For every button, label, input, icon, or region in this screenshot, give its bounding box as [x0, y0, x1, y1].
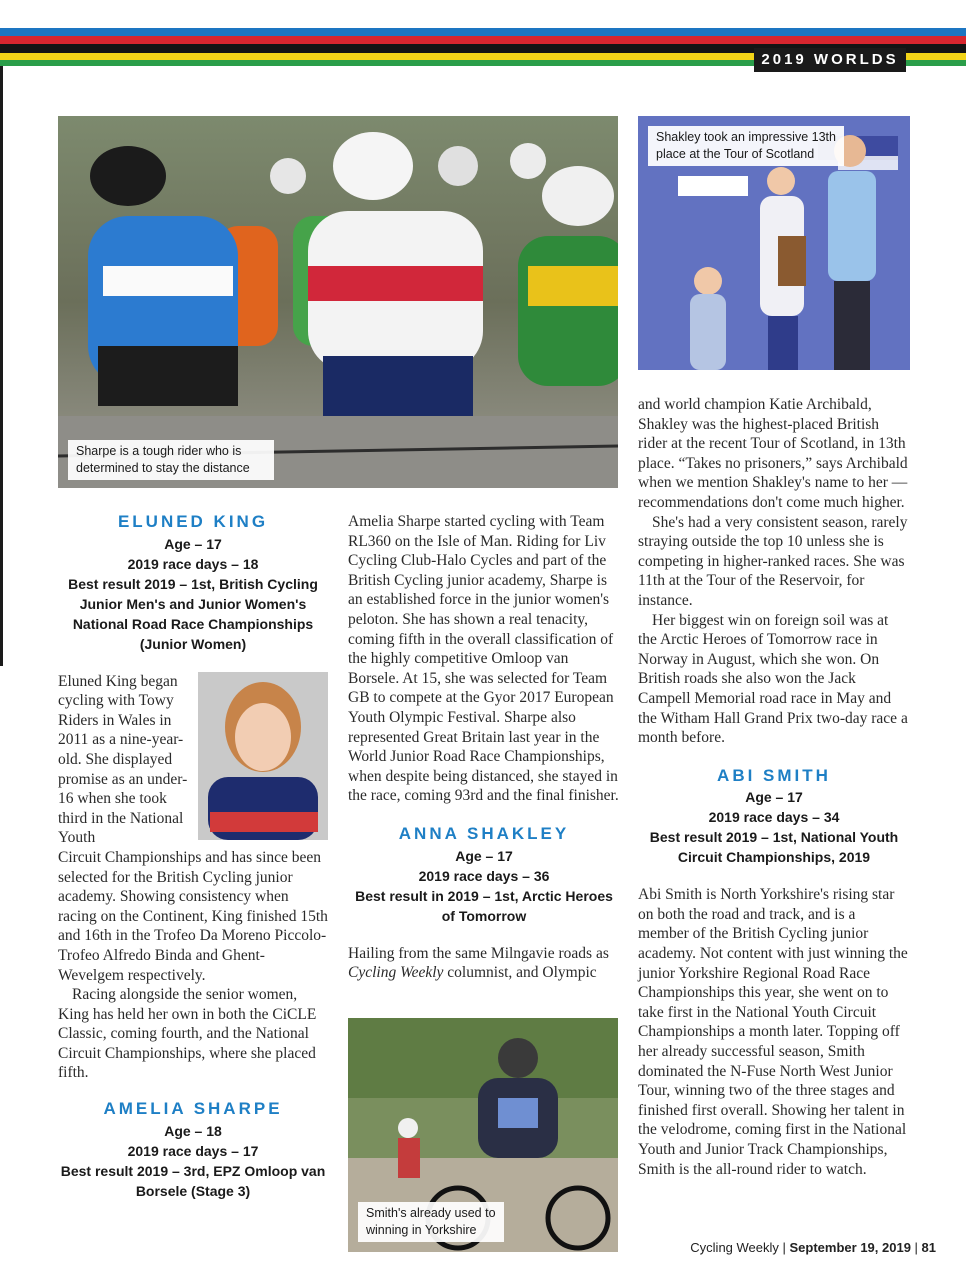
section-tag: 2019 WORLDS — [754, 48, 906, 72]
footer-publication: Cycling Weekly — [690, 1240, 779, 1255]
amelia-para-1: Amelia Sharpe started cycling with Team RL360 on the Isle of Man. Riding for Liv Cycling Club-Halo Cycles and part of the British Cycling junior academy, Sharpe is an established force in the junior women's peloton. She has shown a real tenacity, coming fifth in the overall classification of the highly competitive Omloop van Borsele. At 15, she was selected for Team GB to compete at the Gyor 2017 European Youth Olympic Festival. Sharpe also represented Great Britain last year in the World Junior Road Race Championships, when despite being distanced, she stayed in the race, coming 93rd and the final finisher. — [348, 513, 619, 805]
eluned-age: Age – 17 — [164, 535, 222, 552]
amelia-name: AMELIA SHARPE — [103, 1099, 283, 1119]
eluned-best-result: Best result 2019 – 1st, British Cycling Junior Men's and Junior Women's National Road Race Championships (Junior Women) — [68, 575, 318, 652]
peloton-caption: Sharpe is a tough rider who is determined to stay the distance — [68, 440, 274, 480]
footer-date: September 19, 2019 — [789, 1240, 911, 1255]
anna-name: ANNA SHAKLEY — [398, 823, 570, 843]
page-number: 81 — [921, 1240, 936, 1255]
eluned-race-days: 2019 race days – 18 — [127, 555, 259, 572]
amelia-best-result: Best result 2019 – 3rd, EPZ Omloop van Borsele (Stage 3) — [60, 1162, 326, 1199]
smith-caption: Smith's already used to winning in Yorkshire — [358, 1202, 504, 1242]
eluned-para-2: Racing alongside the senior women, King has held her own in both the CiCLE Classic, coming fourth, and the National Circuit Championships, where she placed fifth. — [58, 986, 317, 1082]
left-rule — [0, 66, 3, 666]
eluned-name: ELUNED KING — [117, 512, 269, 531]
column-3 — [638, 395, 910, 1179]
column-2 — [348, 512, 620, 983]
abi-best-result: Best result 2019 – 1st, National Youth Circuit Championships, 2019 — [649, 829, 899, 866]
stripe-blue — [0, 28, 966, 36]
anna-race-days: 2019 race days – 36 — [418, 867, 550, 884]
column-1 — [58, 512, 328, 1201]
podium-caption: Shakley took an impressive 13th place at the Tour of Scotland — [648, 126, 844, 166]
amelia-race-days: 2019 race days – 17 — [127, 1142, 259, 1159]
abi-age: Age – 17 — [745, 789, 803, 806]
amelia-age: Age – 18 — [164, 1122, 222, 1139]
anna-para-1-cont: and world champion Katie Archibald, Shakley was the highest-placed British rider at the recent Tour of Scotland, in 13th place. “Takes no prisoners,” says Archibald when we mention Shakley's name to her — recommendations don't come much higher. — [638, 396, 908, 511]
anna-para-1-start: Hailing from the same Milngavie roads as Cycling Weekly columnist, and Olympic — [348, 944, 609, 982]
abi-race-days: 2019 race days – 34 — [708, 809, 840, 826]
peloton-photo — [58, 116, 618, 488]
anna-best-result: Best result in 2019 – 1st, Arctic Heroes of Tomorrow — [355, 887, 613, 924]
eluned-para-1-wrap: Eluned King began cycling with Towy Riders in Wales in 2011 as a nine-year-old. She displayed promise as an under-16 when she took third in the National Youth — [58, 672, 188, 847]
abi-name: ABI SMITH — [717, 765, 831, 785]
eluned-para-1-rest: Circuit Championships and has since been selected for the British Cycling junior academy. Showing consistency when racing on the Continent, King finished 15th and 16th in the Trofeo Da Moreno Piccolo-Trofeo Alfredo Binda and Ghent-Wevelgem respectively. — [58, 848, 328, 984]
anna-age: Age – 17 — [455, 847, 513, 864]
stripe-red — [0, 36, 966, 44]
abi-para-1: Abi Smith is North Yorkshire's rising star on both the road and track, and is a member of the British Cycling junior academy. Not content with just winning the junior Yorkshire Regional Road Race Championships this year, she went on to take first in the National Youth Circuit Championships a month later. Topping off her already successful season, Smith dominated the N-Fuse North West Junior Tour, winning two of the three stages and finished first overall. Showing her talent in the velodrome, coming first in the National Youth and Junior Track Championships, Smith is the all-round rider to watch. — [638, 886, 908, 1178]
anna-para-3: Her biggest win on foreign soil was at the Arctic Heroes of Tomorrow race in Norway in August, which she won. On British roads she also won the Jack Campell Memorial road race in May and the Witham Hall Grand Prix two-day race a month before. — [638, 611, 908, 747]
anna-para-2: She's had a very consistent season, rarely straying outside the top 10 unless she is competing in higher-ranked races. She was 11th at the Tour of the Reservoir, for instance. — [638, 513, 908, 609]
page-footer: Cycling Weekly | September 19, 2019 | 81 — [690, 1240, 936, 1255]
